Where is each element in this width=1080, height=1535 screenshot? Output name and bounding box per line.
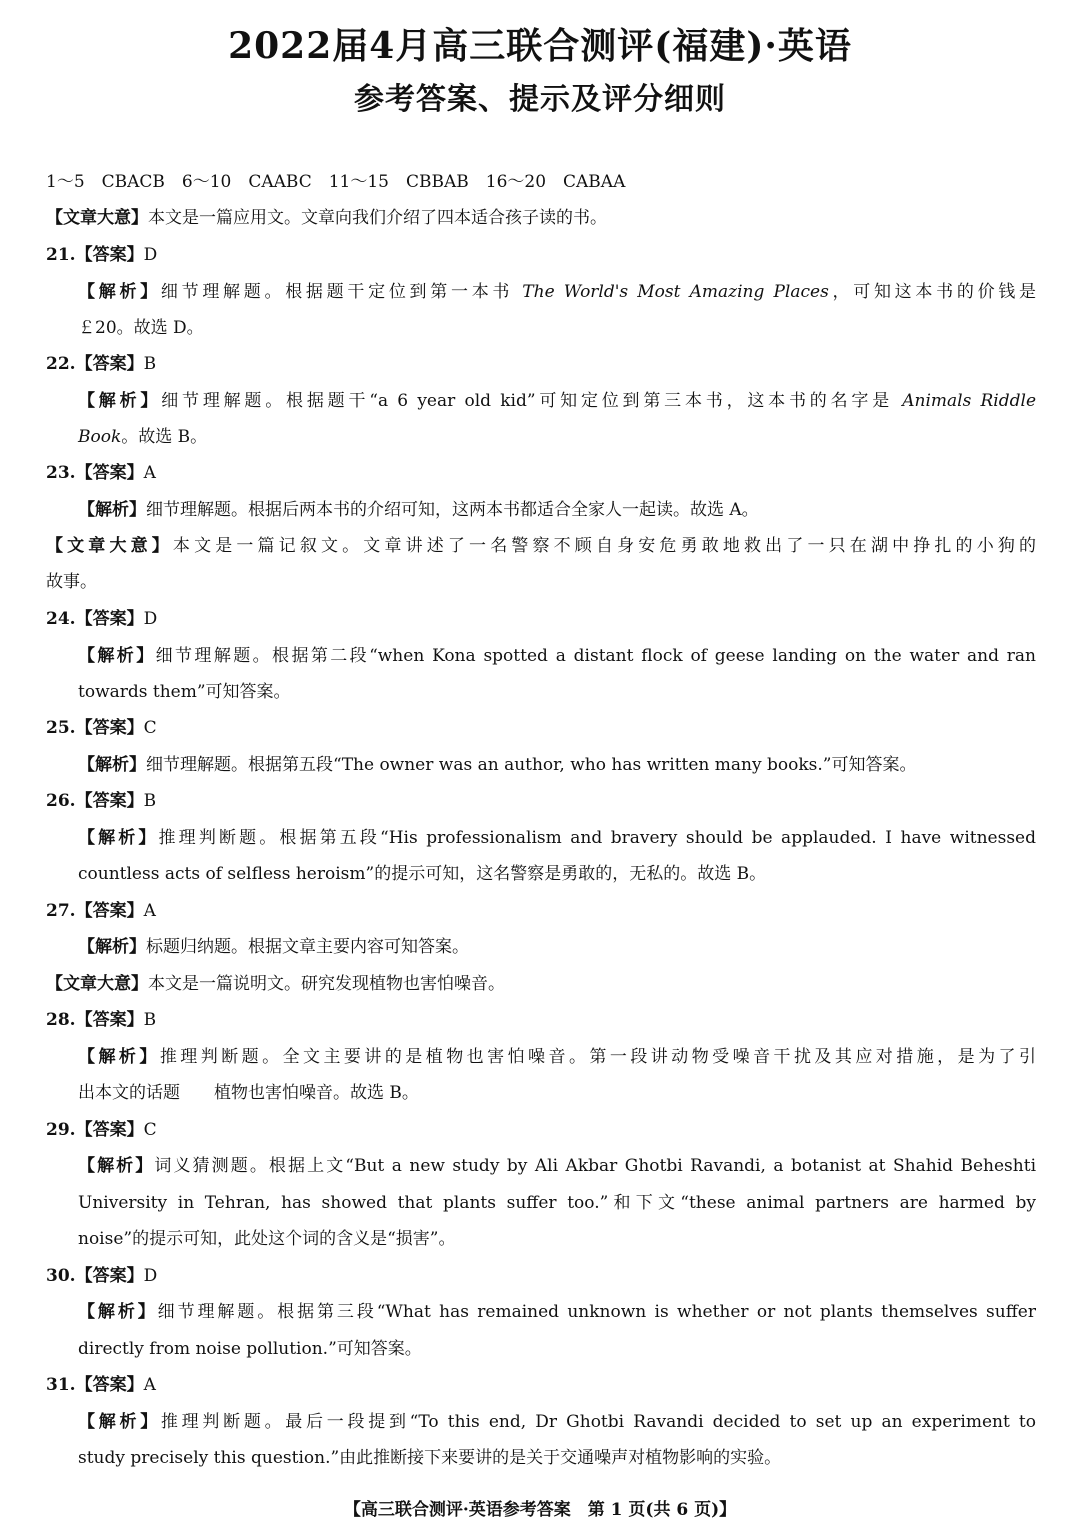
section-label: 23.【答案】 [46, 463, 144, 483]
book-title: Animals Riddle [902, 391, 1037, 411]
text-line [78, 1192, 1036, 1214]
text-line [78, 827, 1036, 849]
section-label: 【文章大意】 [46, 536, 173, 556]
text-segment: 推理判断题。根据第五段“His professionalism and bravery should be applauded. I have witnessed [158, 828, 1037, 848]
text-line [46, 1009, 1036, 1031]
text-segment: ，可知这本书的价钱是 [828, 282, 1037, 302]
page-footer: 【高三联合测评·英语参考答案 第 1 页(共 6 页)】 [343, 1500, 737, 1520]
section-label: 【解析】 [78, 282, 161, 302]
text-line [78, 863, 1036, 885]
text-segment: 出本文的话题 植物也害怕噪音。故选 B。 [78, 1083, 419, 1103]
text-line [46, 571, 1036, 593]
text-segment: C [143, 718, 157, 738]
section-label: 28.【答案】 [46, 1010, 144, 1030]
text-line [78, 645, 1036, 667]
text-segment: towards them”可知答案。 [78, 682, 291, 702]
text-line [78, 1411, 1036, 1433]
text-segment: 细节理解题。根据第二段“when Kona spotted a distant flock of geese landing on the water and ran [155, 646, 1036, 666]
text-segment: D [143, 1266, 158, 1286]
text-line [46, 1119, 1036, 1141]
text-line [78, 1447, 1036, 1469]
text-segment: 本文是一篇记叙文。文章讲述了一名警察不顾自身安危勇敢地救出了一只在湖中挣扎的小狗的 [172, 536, 1037, 556]
text-segment: 细节理解题。根据题干“a 6 year old kid”可知定位到第三本书，这本书的名字是 [161, 391, 903, 411]
section-label: 【解析】 [78, 937, 146, 957]
section-label: 22.【答案】 [46, 354, 144, 374]
text-line [46, 171, 1036, 193]
section-label: 26.【答案】 [46, 791, 144, 811]
text-line [46, 244, 1036, 266]
text-segment: C [143, 1120, 157, 1140]
text-segment: study precisely this question.”由此推断接下来要讲的是关于交通噪声对植物影响的实验。 [78, 1448, 782, 1468]
text-line [46, 900, 1036, 922]
text-line [46, 717, 1036, 739]
page-subtitle: 参考答案、提示及评分细则 [354, 82, 726, 117]
text-segment: 故事。 [46, 572, 97, 592]
text-line [46, 1374, 1036, 1396]
text-segment: 标题归纳题。根据文章主要内容可知答案。 [146, 937, 469, 957]
text-line [78, 1301, 1036, 1323]
section-label: 【解析】 [78, 1412, 161, 1432]
text-segment: D [143, 609, 158, 629]
text-segment: 本文是一篇说明文。研究发现植物也害怕噪音。 [148, 974, 505, 994]
section-label: 【解析】 [78, 1302, 158, 1322]
book-title: Book [78, 427, 122, 447]
text-line [78, 1082, 1036, 1104]
section-label: 【解析】 [78, 500, 146, 520]
text-segment: 推理判断题。全文主要讲的是植物也害怕噪音。第一段讲动物受噪音干扰及其应对措施，是为了引 [159, 1047, 1037, 1067]
text-line [78, 754, 1036, 776]
text-line [78, 1338, 1036, 1360]
text-line [78, 281, 1036, 303]
text-line [46, 790, 1036, 812]
section-label: 【解析】 [78, 391, 162, 411]
section-label: 【解析】 [78, 1156, 155, 1176]
section-label: 【解析】 [78, 755, 146, 775]
section-label: 31.【答案】 [46, 1375, 144, 1395]
section-label: 【解析】 [78, 646, 156, 666]
section-label: 27.【答案】 [46, 901, 144, 921]
text-line [46, 608, 1036, 630]
section-label: 【解析】 [78, 828, 159, 848]
page-title: 2022届4月高三联合测评(福建)·英语 [228, 25, 852, 67]
book-title: The World's Most Amazing Places [522, 282, 829, 302]
text-segment: ￡20。故选 D。 [78, 318, 204, 338]
text-line [78, 681, 1036, 703]
text-line [78, 1228, 1036, 1250]
text-segment: 词义猜测题。根据上文“But a new study by Ali Akbar Ghotbi Ravandi, a botanist at Shahid Beheshti [154, 1156, 1037, 1176]
text-line [78, 317, 1036, 339]
text-line [46, 207, 1036, 229]
text-line [78, 390, 1036, 412]
text-segment: 。故选 B。 [121, 427, 208, 447]
text-line [46, 1265, 1036, 1287]
section-label: 30.【答案】 [46, 1266, 144, 1286]
text-segment: 本文是一篇应用文。文章向我们介绍了四本适合孩子读的书。 [148, 208, 607, 228]
text-segment: B [143, 354, 157, 374]
text-line [78, 499, 1036, 521]
text-segment: 1～5 CBACB 6～10 CAABC 11～15 CBBAB 16～20 CABAA [46, 172, 626, 192]
section-label: 【文章大意】 [46, 974, 148, 994]
text-line [46, 353, 1036, 375]
text-line [46, 535, 1036, 557]
text-segment: noise”的提示可知，此处这个词的含义是“损害”。 [78, 1229, 456, 1249]
text-segment: directly from noise pollution.”可知答案。 [78, 1339, 422, 1359]
text-segment: A [143, 1375, 156, 1395]
text-segment: B [143, 1010, 157, 1030]
section-label: 29.【答案】 [46, 1120, 144, 1140]
text-segment: countless acts of selfless heroism”的提示可知，这名警察是勇敢的，无私的。故选 B。 [78, 864, 767, 884]
text-line [78, 1155, 1036, 1177]
text-segment: 细节理解题。根据第三段“What has remained unknown is whether or not plants themselves suffer [157, 1302, 1036, 1322]
text-line [78, 426, 1036, 448]
text-segment: 细节理解题。根据第五段“The owner was an author, who has written many books.”可知答案。 [146, 755, 917, 775]
text-segment: B [143, 791, 157, 811]
text-segment: 推理判断题。最后一段提到“To this end, Dr Ghotbi Ravandi decided to set up an experiment to [160, 1412, 1036, 1432]
text-line [46, 973, 1036, 995]
text-line [46, 462, 1036, 484]
section-label: 【解析】 [78, 1047, 160, 1067]
text-segment: A [143, 463, 156, 483]
text-segment: D [143, 245, 158, 265]
text-segment: A [143, 901, 156, 921]
section-label: 【文章大意】 [46, 208, 148, 228]
text-segment: University in Tehran, has showed that plants suffer too.”和下文“these animal partners are harmed by [78, 1193, 1036, 1213]
text-line [78, 1046, 1036, 1068]
text-segment: 细节理解题。根据题干定位到第一本书 [160, 282, 523, 302]
section-label: 21.【答案】 [46, 245, 144, 265]
text-line [78, 936, 1036, 958]
section-label: 25.【答案】 [46, 718, 144, 738]
section-label: 24.【答案】 [46, 609, 144, 629]
text-segment: 细节理解题。根据后两本书的介绍可知，这两本书都适合全家人一起读。故选 A。 [146, 500, 759, 520]
